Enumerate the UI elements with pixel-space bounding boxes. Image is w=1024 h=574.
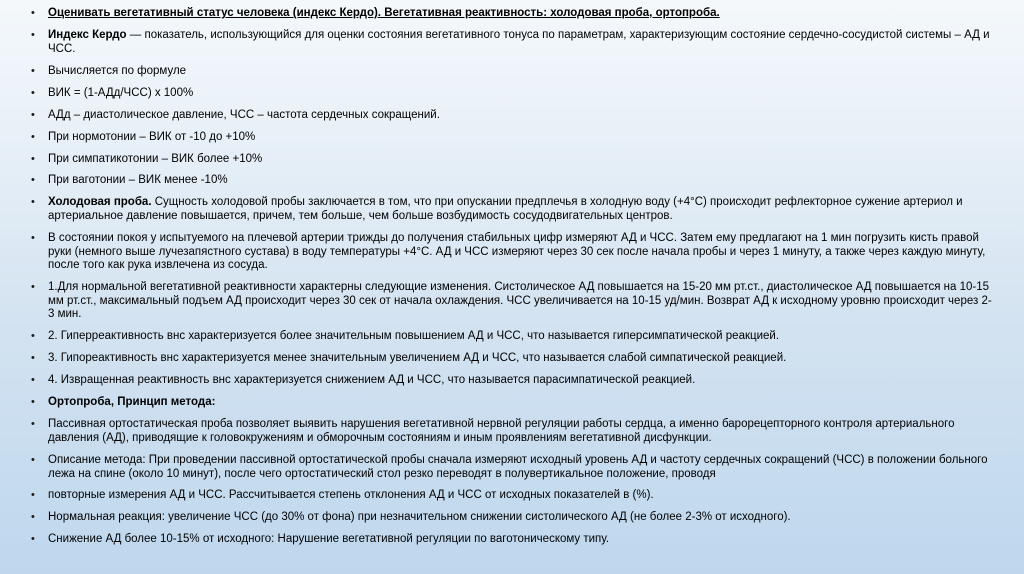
bullet-text: Сущность холодовой пробы заключается в том, что при опускании предплечья в холодную воду (+4°С) происходит рефлекторное сужение артериол и артериальное давление повышается, причем, тем больше, чем больше возбудимость сосудодвигательных центров.	[48, 196, 963, 223]
bullet-item-kerdo-index	[30, 29, 992, 56]
bullet-text: При нормотонии – ВИК от -10 до +10%	[48, 130, 256, 143]
bullet-text: Снижение АД более 10-15% от исходного: Нарушение вегетативной регуляции по ваготоническому типу.	[48, 533, 610, 546]
bullet-text: Описание метода: При проведении пассивной ортостатической пробы сначала измеряют исходный уровень АД и частоту сердечных сокращений (ЧСС) в положении больного лежа на спине (около 10 минут), после чего ортостатический стол резко переводят в полувертикальное положение, проводя	[48, 453, 988, 480]
bullet-bold-text: Холодовая проба.	[48, 196, 152, 209]
bullet-list	[30, 7, 992, 547]
bullet-item-method-description	[30, 454, 992, 481]
bullet-text: В состоянии покоя у испытуемого на плечевой артерии трижды до получения стабильных цифр измеряют АД и ЧСС. Затем ему предлагают на 1 мин погрузить кисть правой руки (немного выше лучезапястного сустава) в воду температуры +4°С. АД и ЧСС измеряют через 30 сек после начала пробы и через 1 минуту, а также через каждую минуту, после того как рука извлечена из сосуда.	[48, 232, 986, 272]
bullet-item-perverted-reactivity	[30, 374, 992, 388]
bullet-text: 1.Для нормальной вегетативной реактивности характерны следующие изменения. Систолическое АД повышается на 15-20 мм рт.ст., диастолическое АД повышается на 10-15 мм рт.ст., максимальный подъем АД происходит через 30 сек от начала охлаждения. ЧСС увеличивается на 10-15 уд/мин. Возврат АД к исходному уровню происходит через 2-3 мин.	[48, 281, 992, 321]
bullet-item-sympathicotonia	[30, 153, 992, 167]
slide-title	[30, 7, 992, 21]
bullet-item-hyporeactivity	[30, 352, 992, 366]
bullet-text: При ваготонии – ВИК менее -10%	[48, 174, 228, 187]
bullet-item-bp-decrease	[30, 533, 992, 547]
bullet-text: повторные измерения АД и ЧСС. Рассчитывается степень отклонения АД и ЧСС от исходных показателей в (%).	[48, 489, 654, 502]
bullet-item-cold-test	[30, 196, 992, 223]
bullet-text: Пассивная ортостатическая проба позволяет выявить нарушения вегетативной нервной регуляции работы сердца, а именно барорецепторного контроля артериального давления (АД), приводящие к головокружениям и обморочным состояниям и иным проявлениям вегетативной дисфункции.	[48, 418, 955, 444]
bullet-item-passive-orthostatic	[30, 418, 992, 445]
slide-title-text: Оценивать вегетативный статус человека (индекс Кердо). Вегетативная реактивность: холодовая проба, ортопроба.	[48, 7, 720, 19]
bullet-text: — показатель, использующийся для оценки состояния вегетативного тонуса по параметрам, характеризующим состояние сердечно-сосудистой системы – АД и ЧСС.	[48, 28, 990, 55]
bullet-bold-text: Ортопроба, Принцип метода:	[48, 396, 216, 409]
bullet-item-cold-test-procedure	[30, 232, 992, 273]
bullet-item-vik-formula	[30, 87, 992, 101]
bullet-item-normal-reactivity	[30, 281, 992, 322]
bullet-text: 2. Гиперреактивность внс характеризуется более значительным повышением АД и ЧСС, что называется гиперсимпатической реакцией.	[48, 330, 780, 343]
bullet-bold-text: Индекс Кердо	[48, 28, 127, 41]
bullet-item-abbreviations	[30, 109, 992, 123]
bullet-item-hyperreactivity	[30, 330, 992, 344]
bullet-text: При симпатикотонии – ВИК более +10%	[48, 152, 263, 165]
bullet-item-repeated-measurements	[30, 489, 992, 503]
bullet-text: АДд – диастолическое давление, ЧСС – частота сердечных сокращений.	[48, 108, 440, 121]
bullet-text: ВИК = (1-АДд/ЧСС) х 100%	[48, 86, 194, 99]
bullet-item-formula-intro	[30, 65, 992, 79]
bullet-item-normal-reaction	[30, 511, 992, 525]
bullet-text: Вычисляется по формуле	[48, 64, 187, 77]
bullet-item-orthostatic-heading	[30, 396, 992, 410]
bullet-text: Нормальная реакция: увеличение ЧСС (до 30% от фона) при незначительном снижении систолического АД (не более 2-3% от исходного).	[48, 511, 791, 524]
bullet-text: 4. Извращенная реактивность внс характеризуется снижением АД и ЧСС, что называется парасимпатической реакцией.	[48, 374, 696, 387]
bullet-text: 3. Гипореактивность внс характеризуется менее значительным увеличением АД и ЧСС, что называется слабой симпатической реакцией.	[48, 352, 787, 365]
bullet-item-vagotonia	[30, 174, 992, 188]
bullet-item-normotonia	[30, 131, 992, 145]
